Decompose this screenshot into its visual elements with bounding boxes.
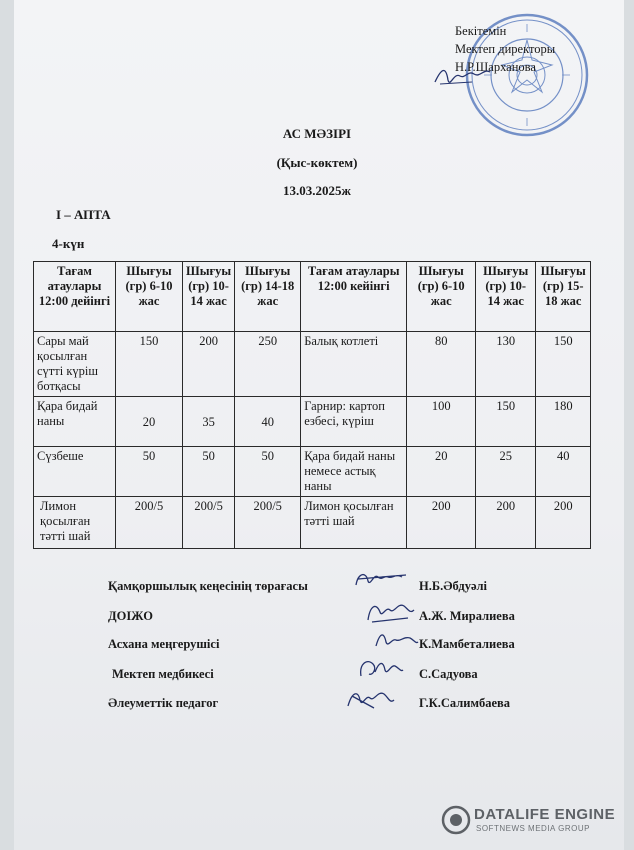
table-row xyxy=(34,397,591,447)
portion-cell: 35 xyxy=(183,397,235,447)
dish-name-cell: Лимон қосылған тәтті шай xyxy=(34,497,116,549)
portion-cell: 40 xyxy=(536,447,591,497)
signatory-name: Н.Б.Әбдуәлі xyxy=(419,579,488,593)
portion-cell: 200 xyxy=(536,497,591,549)
header-cell: Шығуы (гр) 6-10 жас xyxy=(116,262,183,332)
table-row xyxy=(34,332,591,397)
dish-name-cell: Гарнир: картоп езбесі, күріш xyxy=(301,397,407,447)
header-cell: Шығуы (гр) 15-18 жас xyxy=(536,262,591,332)
approval-position: Мектеп директоры xyxy=(455,42,556,56)
portion-cell: 200/5 xyxy=(235,497,301,549)
portion-cell: 200/5 xyxy=(183,497,235,549)
menu-table xyxy=(33,261,591,549)
portion-cell: 150 xyxy=(116,332,183,397)
dish-name-cell: Сары май қосылған сүтті күріш ботқасы xyxy=(34,332,116,397)
portion-cell: 150 xyxy=(476,397,536,447)
dish-name-cell: Балық котлеті xyxy=(301,332,407,397)
approval-name: Н.Р.Шарханова xyxy=(455,60,536,74)
signatory-role: Әлеуметтік педагог xyxy=(108,696,219,710)
day-label: 4-күн xyxy=(52,236,85,251)
portion-cell: 20 xyxy=(407,447,476,497)
table-row xyxy=(34,447,591,497)
portion-cell: 80 xyxy=(407,332,476,397)
watermark-subtitle: SOFTNEWS MEDIA GROUP xyxy=(476,824,591,833)
portion-cell: 50 xyxy=(116,447,183,497)
portion-cell: 200/5 xyxy=(116,497,183,549)
director-signature xyxy=(432,62,492,90)
signatory-name: А.Ж. Миралиева xyxy=(419,609,515,623)
header-cell: Тағам атаулары 12:00 кейінгі xyxy=(301,262,407,332)
signature-4 xyxy=(355,652,405,684)
dish-name-cell: Лимон қосылған тәтті шай xyxy=(301,497,407,549)
dish-name-cell: Қара бидай наны немесе астық наны xyxy=(301,447,407,497)
signature-1 xyxy=(352,565,412,595)
portion-cell: 50 xyxy=(183,447,235,497)
header-cell: Шығуы (гр) 14-18 жас xyxy=(235,262,301,332)
table-header-row xyxy=(34,262,591,332)
portion-cell: 180 xyxy=(536,397,591,447)
portion-cell: 40 xyxy=(235,397,301,447)
dish-name-cell: Қара бидай наны xyxy=(34,397,116,447)
signatory-name: Г.К.Салимбаева xyxy=(419,696,511,710)
portion-cell: 200 xyxy=(476,497,536,549)
portion-cell: 20 xyxy=(116,397,183,447)
approval-heading: Бекітемін xyxy=(455,24,507,38)
portion-cell: 100 xyxy=(407,397,476,447)
portion-cell: 150 xyxy=(536,332,591,397)
table-row xyxy=(34,497,591,549)
signatory-role: Қамқоршылық кеңесінің төрағасы xyxy=(108,579,308,593)
portion-cell: 200 xyxy=(183,332,235,397)
signatory-name: С.Садуова xyxy=(419,667,478,681)
signatory-role: Мектеп медбикесі xyxy=(112,667,214,681)
portion-cell: 130 xyxy=(476,332,536,397)
menu-date: 13.03.2025ж xyxy=(283,183,351,198)
header-cell: Тағам атаулары 12:00 дейінгі xyxy=(34,262,116,332)
watermark-title: DATALIFE ENGINE xyxy=(474,806,616,823)
week-label: I – АПТА xyxy=(56,207,111,222)
signature-2 xyxy=(362,596,418,628)
signatory-name: К.Мамбеталиева xyxy=(419,637,515,651)
portion-cell: 25 xyxy=(476,447,536,497)
signatory-role: ДОІЖО xyxy=(108,609,153,623)
menu-title: АС МӘЗІРІ xyxy=(282,126,352,141)
header-cell: Шығуы (гр) 6-10 жас xyxy=(407,262,476,332)
dish-name-cell: Сүзбеше xyxy=(34,447,116,497)
portion-cell: 50 xyxy=(235,447,301,497)
header-cell: Шығуы (гр) 10-14 жас xyxy=(183,262,235,332)
signatory-role: Асхана меңгерушісі xyxy=(108,637,220,651)
portion-cell: 200 xyxy=(407,497,476,549)
header-cell: Шығуы (гр) 10-14 жас xyxy=(476,262,536,332)
datalife-logo-icon xyxy=(441,805,471,835)
signature-5 xyxy=(344,684,396,716)
season-subtitle: (Қыс-көктем) xyxy=(276,155,358,170)
portion-cell: 250 xyxy=(235,332,301,397)
